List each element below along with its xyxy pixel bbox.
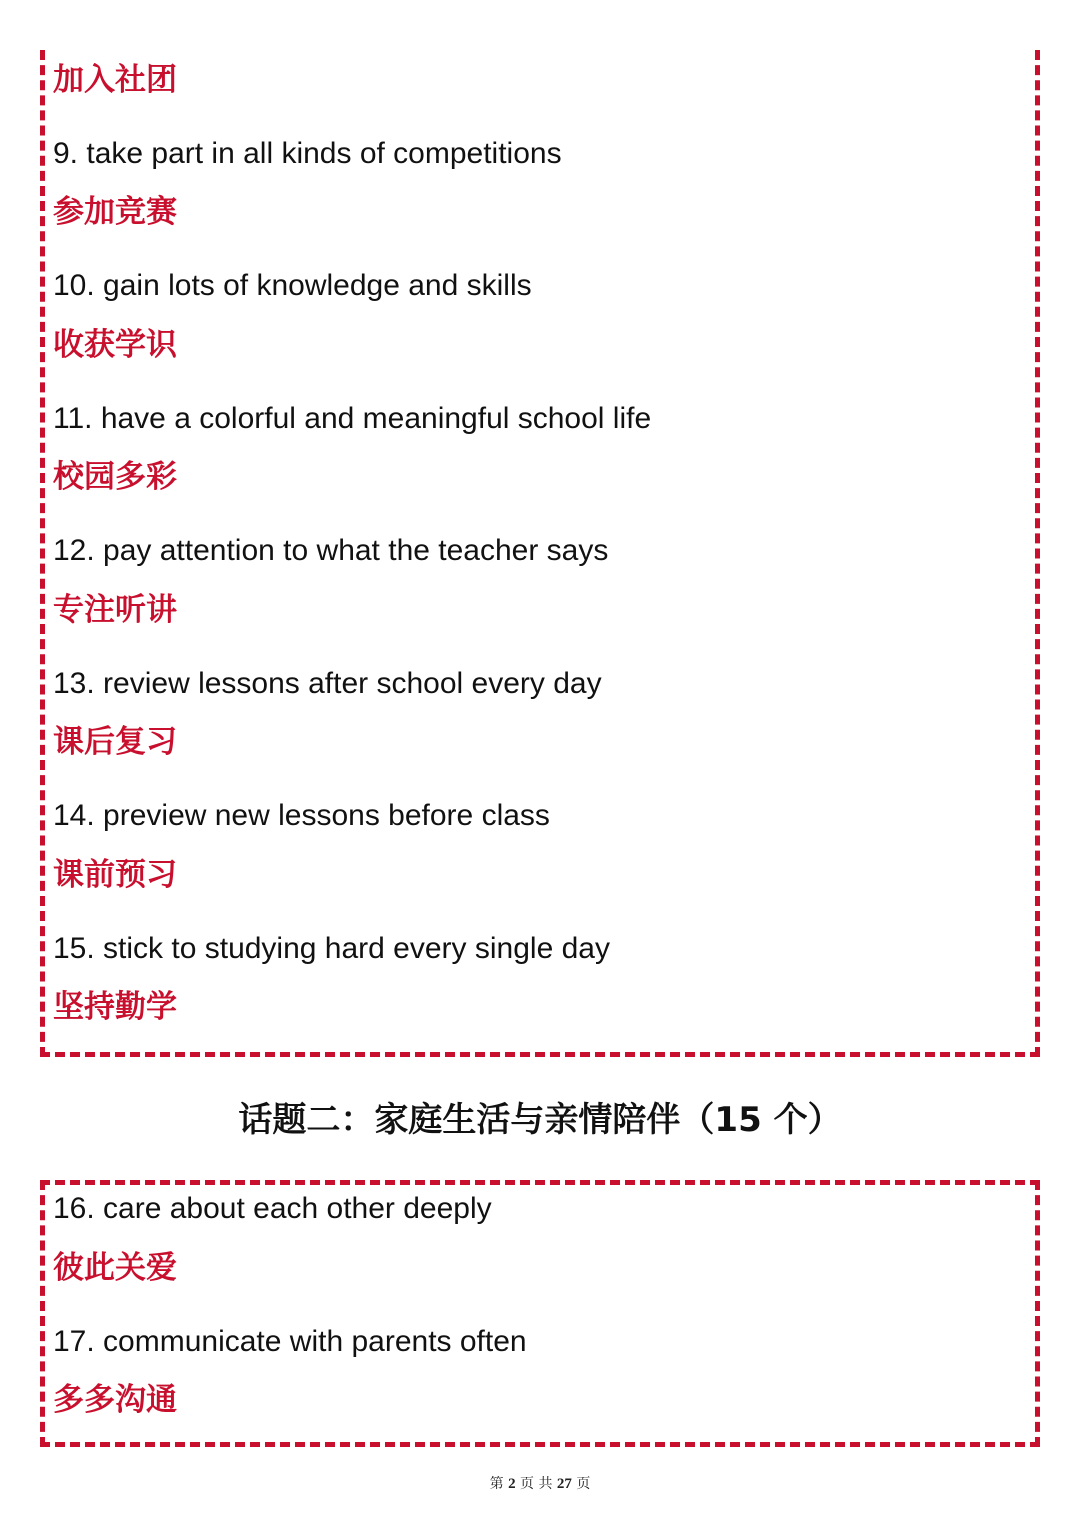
phrase-box-topic-2 — [40, 1180, 1040, 1447]
phrase-translation: 专注听讲 — [53, 592, 177, 628]
phrase-translation: 课后复习 — [53, 724, 177, 760]
footer-prefix: 第 — [489, 1476, 504, 1492]
phrase-english: 16. care about each other deeply — [53, 1192, 492, 1225]
footer-suffix: 页 — [576, 1476, 591, 1492]
footer-middle: 页 共 — [520, 1476, 553, 1492]
phrase-translation: 校园多彩 — [53, 459, 177, 495]
phrase-translation: 坚持勤学 — [53, 989, 177, 1025]
phrase-english: 14. preview new lessons before class — [53, 799, 550, 832]
phrase-english: 11. have a colorful and meaningful school life — [53, 402, 652, 435]
phrase-english: 13. review lessons after school every day — [53, 667, 602, 700]
phrase-translation: 收获学识 — [53, 327, 177, 363]
phrase-box-topic-1 — [40, 50, 1040, 1057]
phrase-translation: 加入社团 — [53, 62, 177, 98]
phrase-english: 9. take part in all kinds of competitions — [53, 137, 562, 170]
phrase-english: 15. stick to studying hard every single day — [53, 932, 610, 965]
phrase-translation: 课前预习 — [53, 857, 177, 893]
phrase-translation: 彼此关爱 — [53, 1250, 177, 1286]
phrase-translation: 多多沟通 — [53, 1382, 177, 1418]
current-page-number: 2 — [508, 1476, 516, 1492]
phrase-english: 17. communicate with parents often — [53, 1325, 527, 1358]
total-page-count: 27 — [556, 1476, 572, 1492]
phrase-english: 12. pay attention to what the teacher says — [53, 534, 609, 567]
page-number-footer — [0, 1474, 1080, 1494]
section-heading: 话题二：家庭生活与亲情陪伴（15 个） — [238, 1100, 842, 1140]
phrase-english: 10. gain lots of knowledge and skills — [53, 269, 532, 302]
phrase-translation: 参加竞赛 — [53, 194, 177, 230]
